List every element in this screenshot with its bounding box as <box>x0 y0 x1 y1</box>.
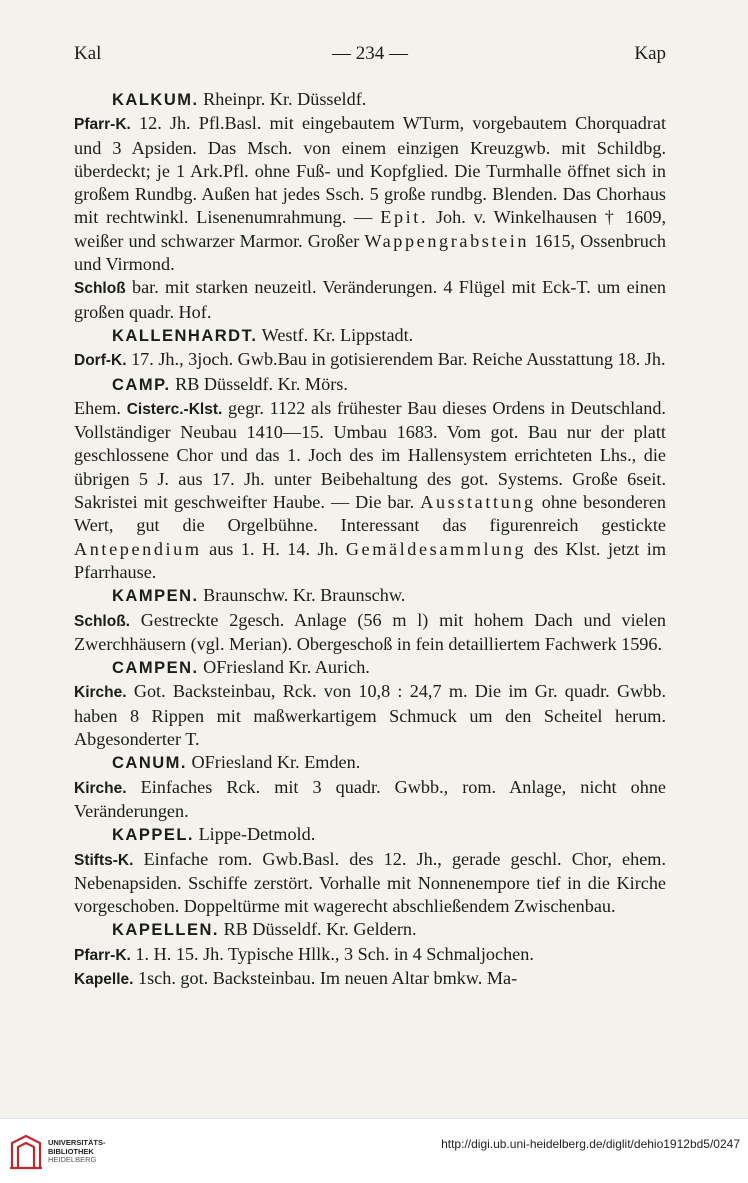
place-name: CANUM. <box>112 754 187 773</box>
place-region: OFriesland Kr. Emden. <box>187 752 361 773</box>
place-region: Lippe-Detmold. <box>194 824 316 845</box>
entry-paragraph: Schloß. Gestreckte 2gesch. Anlage (56 m l) mit hohem Dach und vielen Zwerchhäusern (vgl. Merian). Obergeschoß in fein detailliertem Fachwerk 1596. <box>74 609 666 654</box>
entry-paragraph: Dorf-K. 17. Jh., 3joch. Gwb.Bau in gotisierendem Bar. Reiche Ausstattung 18. Jh. <box>74 349 666 370</box>
entry-paragraph: Kapelle. 1sch. got. Backsteinbau. Im neuen Altar bmkw. Ma- <box>74 967 518 988</box>
entry-paragraph: Schloß bar. mit starken neuzeitl. Veränderungen. 4 Flügel mit Eck-T. um einen großen quadr. Hof. <box>74 277 666 322</box>
building-category: Schloß. <box>74 612 130 630</box>
building-category: Pfarr-K. <box>74 946 131 964</box>
entry-paragraph: Pfarr-K. 12. Jh. Pfl.Basl. mit eingebautem WTurm, vorgebautem Chorquadrat und 3 Apsiden. Das Msch. von einem einzigen Kreuzgwb. mit Schildbg. überdeckt; je 1 Ark.Pfl. ohne Fuß- und Kopfglied. Die Turmhalle öffnet sich in großem Rundbg. Außen hat jedes Ssch. 5 große rundbg. Blenden. Das Chorhaus mit rechtwinkl. Lisenenumrahmung. — Epit. Joh. v. Winkelhausen † 1609, weißer und schwarzer Marmor. Großer Wappengrabstein 1615, Ossenbruch und Virmond. <box>74 113 666 275</box>
entry-heading <box>74 88 666 112</box>
institution-name: UNIVERSITÄTS- BIBLIOTHEK HEIDELBERG <box>48 1138 106 1165</box>
place-name: CAMP. <box>112 375 171 394</box>
building-category: Stifts-K. <box>74 851 134 869</box>
header-left-keyword: Kal <box>74 43 102 64</box>
entry-heading <box>74 656 666 680</box>
place-region: RB Düsseldf. Kr. Mörs. <box>170 373 348 394</box>
entry-paragraph: Ehem. Cisterc.-Klst. gegr. 1122 als frühester Bau dieses Ordens in Deutschland. Vollständiger Neubau 1410—15. Umbau 1683. Vom got. Bau nur der platt geschlossene Chor und das 1. Joch des im Hallensystem errichteten Lhs., die übrigen 5 J. aus 17. Jh. unter Beibehaltung des got. Systems. Große 6seit. Sakristei mit geschweifter Haube. — Die bar. Ausstattung ohne besonderen Wert, gut die Orgelbühne. Interessant das figurenreich gestickte Antependium aus 1. H. 14. Jh. Gemäldesammlung des Klst. jetzt im Pfarrhause. <box>74 397 666 582</box>
place-name: KALLENHARDT. <box>112 326 258 345</box>
entry-paragraph: Kirche. Got. Backsteinbau, Rck. von 10,8 : 24,7 m. Die im Gr. quadr. Gwbb. haben 8 Rippen mit maßwerkartigem Schmuck um den Scheitel herum. Abgesonderter T. <box>74 681 666 750</box>
building-category: Kirche. <box>74 684 127 702</box>
entry-paragraph: Kirche. Einfaches Rck. mit 3 quadr. Gwbb., rom. Anlage, nicht ohne Veränderungen. <box>74 776 666 821</box>
place-name: KALKUM. <box>112 91 199 109</box>
entry-paragraph: Pfarr-K. 1. H. 15. Jh. Typische Hllk., 3 Sch. in 4 Schmaljochen. <box>74 943 534 964</box>
place-region: Rheinpr. Kr. Düsseldf. <box>198 89 367 109</box>
building-category: Cisterc.-Klst. <box>126 400 223 418</box>
building-category: Schloß <box>74 280 126 298</box>
building-category: Kirche. <box>74 779 127 797</box>
page-url-link[interactable]: http://digi.ub.uni-heidelberg.de/diglit/dehio1912bd5/0247 <box>441 1137 740 1151</box>
place-name: KAMPEN. <box>112 587 199 606</box>
entry-heading <box>74 751 666 775</box>
place-region: RB Düsseldf. Kr. Geldern. <box>219 919 417 940</box>
page-number: — 234 — <box>332 43 408 64</box>
running-header <box>74 43 666 73</box>
entry-heading <box>74 324 666 348</box>
entry-heading <box>74 584 666 608</box>
place-region: Braunschw. Kr. Braunschw. <box>198 585 406 606</box>
place-name: KAPPEL. <box>112 826 195 845</box>
place-name: KAPELLEN. <box>112 921 220 940</box>
entry-heading <box>74 918 666 942</box>
entry-paragraph: Stifts-K. Einfache rom. Gwb.Basl. des 12. Jh., gerade geschl. Chor, ehem. Nebenapsiden. Sschiffe zerstört. Vorhalle mit Nonnenempore tief in die Kirche vorgeschoben. Doppeltürme mit wagerecht abschließendem Zwischenbau. <box>74 848 666 917</box>
entry-heading <box>74 823 666 847</box>
entry-heading <box>74 373 666 397</box>
building-category: Kapelle. <box>74 970 134 988</box>
place-region: Westf. Kr. Lippstadt. <box>257 324 414 345</box>
place-name: CAMPEN. <box>112 659 199 678</box>
header-right-keyword: Kap <box>634 43 666 64</box>
building-category: Pfarr-K. <box>74 116 131 134</box>
place-region: OFriesland Kr. Aurich. <box>198 657 370 678</box>
building-category: Dorf-K. <box>74 352 127 370</box>
university-library-logo-icon[interactable] <box>8 1133 44 1171</box>
entries-text <box>74 88 666 991</box>
